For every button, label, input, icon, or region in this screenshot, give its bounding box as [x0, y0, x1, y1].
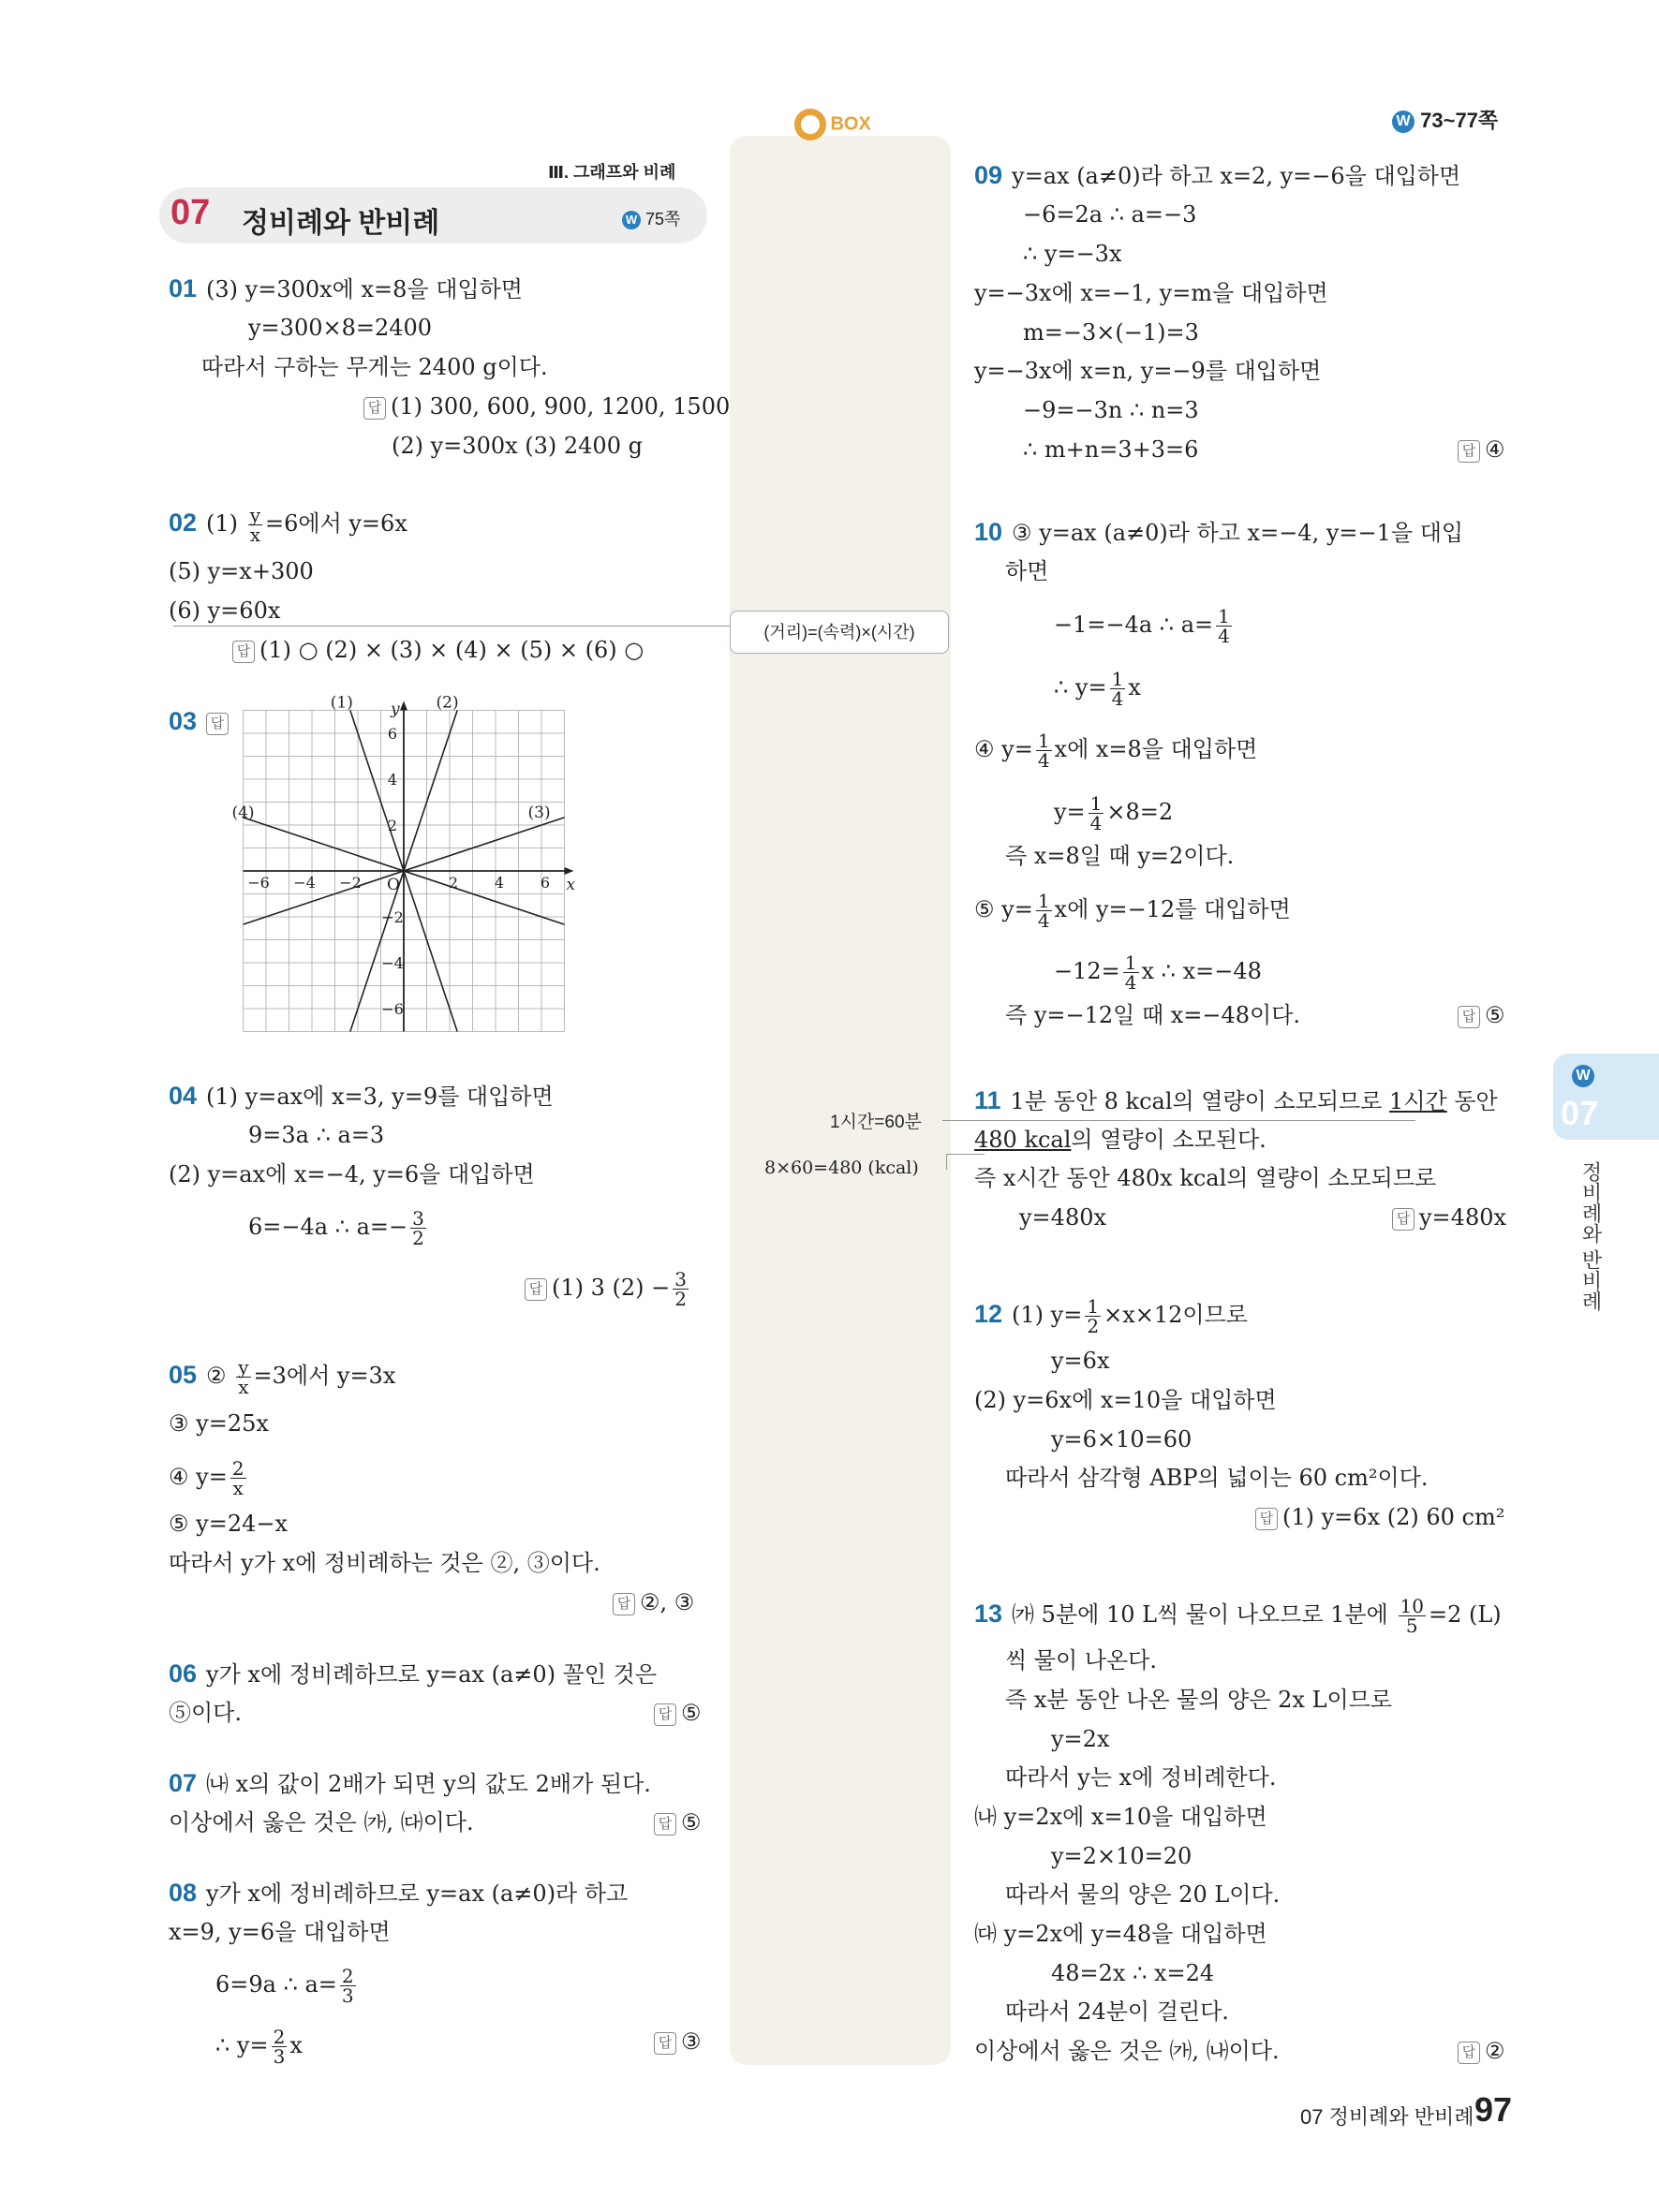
problem-13-line: ㈏ y=2x에 x=10을 대입하면 [974, 1804, 1267, 1830]
problem-06-line: 06 y가 x에 정비례하므로 y=ax (a≠0) 꼴인 것은 [169, 1659, 658, 1688]
y-tick-label: −2 [381, 908, 404, 926]
answer: 답 ⑤ [654, 1699, 702, 1727]
answer-icon: 답 [1458, 440, 1480, 463]
problem-11-line: y=480x [1019, 1204, 1107, 1231]
side-tab-title: 정비례와 반비례 [1579, 1161, 1603, 1312]
problem-13-line: y=2x [1051, 1726, 1110, 1752]
answer: 답 (1) ○ (2) × (3) × (4) × (5) × (6) ○ [232, 636, 644, 664]
problem-11-line: 480 kcal의 열량이 소모된다. [974, 1127, 1266, 1153]
fraction: $\frac{2}{3}$ [341, 1965, 354, 2007]
problem-10-line: 즉 x=8일 때 y=2이다. [1005, 843, 1235, 869]
answer-icon: 답 [1392, 1208, 1415, 1231]
fraction: $\frac{2}{3}$ [273, 2026, 286, 2068]
problem-05-line: ③ y=25x [169, 1410, 269, 1437]
problem-13-line: 즉 x분 동안 나온 물의 양은 2x L이므로 [1005, 1687, 1393, 1713]
fraction: $\frac{1}{4}$ [1124, 951, 1137, 994]
fraction: $\frac{1}{4}$ [1037, 890, 1050, 932]
answer-icon: 답 [654, 2032, 676, 2055]
answer: 답 (1) y=6x (2) 60 cm² [1255, 1503, 1504, 1531]
fraction: $\frac{2}{x}$ [231, 1457, 244, 1499]
problem-09-line: 09 y=ax (a≠0)라 하고 x=2, y=−6을 대입하면 [974, 161, 1461, 189]
problem-12-line: y=6×10=60 [1051, 1426, 1192, 1453]
problem-12-line: (2) y=6x에 x=10을 대입하면 [974, 1387, 1277, 1413]
answer-icon: 답 [654, 1813, 676, 1836]
answer-icon: 답 [613, 1593, 635, 1615]
series-label: (3) [527, 804, 551, 823]
problem-09-line: m=−3×(−1)=3 [1023, 319, 1199, 346]
answer-icon: 답 [1458, 1006, 1480, 1028]
problem-02-line: (5) y=x+300 [169, 558, 314, 584]
problem-09-line: −9=−3n ∴ n=3 [1023, 397, 1199, 423]
problem-13-line: 따라서 물의 양은 20 L이다. [1005, 1881, 1281, 1908]
problem-08-line: 08 y가 x에 정비례하므로 y=ax (a≠0)라 하고 [169, 1879, 629, 1907]
problem-02-line: 02 (1) $\frac{y}{x}$ =6에서 y=6x [169, 504, 407, 546]
side-tab-badge [1572, 1065, 1594, 1087]
problem-13-line: 따라서 y는 x에 정비례한다. [1005, 1764, 1277, 1791]
problem-08-line: ∴ y= $\frac{2}{3}$ x [215, 2026, 303, 2068]
x-tick-label: 4 [494, 874, 505, 892]
answer: 답 (1) 300, 600, 900, 1200, 1500 [363, 392, 730, 420]
answer: 답 ⑤ [654, 1808, 702, 1836]
answer: 답 ③ [654, 2028, 702, 2056]
problem-10-line: ⑤ y= $\frac{1}{4}$ x에 y=−12를 대입하면 [974, 890, 1291, 932]
w-badge-icon: W [1572, 1065, 1594, 1087]
answer-icon: 답 [525, 1278, 547, 1301]
problem-01-line: 따라서 구하는 무게는 2400 g이다. [201, 354, 548, 380]
fraction: $\frac{1}{4}$ [1089, 792, 1103, 834]
y-tick-label: 4 [387, 771, 398, 789]
problem-number: 13 [974, 1600, 1003, 1628]
origin-label: O [387, 876, 400, 894]
answer-icon: 답 [363, 397, 386, 420]
fraction: $\frac{3}{2}$ [674, 1268, 687, 1310]
x-tick-label: 6 [540, 874, 551, 892]
problem-04-line: 04 (1) y=ax에 x=3, y=9를 대입하면 [169, 1082, 554, 1110]
problem-12-line: 따라서 삼각형 ABP의 넓이는 60 cm²이다. [1005, 1465, 1429, 1491]
problem-04-line: (2) y=ax에 x=−4, y=6을 대입하면 [169, 1161, 535, 1187]
answer-icon: 답 [206, 713, 229, 735]
y-tick-label: 2 [387, 817, 398, 834]
problem-09-line: −6=2a ∴ a=−3 [1023, 201, 1197, 228]
answer: 답 ⑤ [1458, 1001, 1505, 1029]
problem-10-line: ∴ y= $\frac{1}{4}$ x [1054, 668, 1141, 710]
y-tick-label: −4 [381, 954, 404, 972]
section-number: 07 [170, 193, 211, 232]
fraction: $\frac{1}{4}$ [1037, 730, 1050, 772]
problem-number: 01 [169, 274, 198, 302]
problem-12-line: y=6x [1051, 1348, 1110, 1374]
problem-09-line: ∴ y=−3x [1023, 241, 1122, 267]
problem-number: 10 [974, 518, 1003, 546]
problem-number: 07 [169, 1769, 198, 1797]
fraction: $\frac{10}{5}$ [1400, 1595, 1424, 1637]
answer: (2) y=300x (3) 2400 g [392, 433, 643, 459]
problem-09-line: ∴ m+n=3+3=6 [1023, 436, 1199, 463]
chapter-label: Ⅲ. 그래프와 비례 [548, 163, 676, 182]
problem-07-line: 07 ㈏ x의 값이 2배가 되면 y의 값도 2배가 된다. [169, 1769, 651, 1797]
note-kcal: 8×60=480 (kcal) [764, 1158, 919, 1178]
fraction: $\frac{3}{2}$ [412, 1207, 424, 1249]
problem-10-line: 즉 y=−12일 때 x=−48이다. [1005, 1002, 1301, 1028]
y-tick-label: −6 [381, 1000, 404, 1018]
x-tick-label: −2 [339, 874, 362, 892]
fraction: $\frac{y}{x}$ [249, 504, 260, 546]
answer: 답 y=480x [1392, 1203, 1506, 1231]
answer-icon: 답 [654, 1703, 676, 1726]
qbox-q-icon [794, 109, 826, 140]
qbox-column [730, 136, 951, 2065]
fraction: $\frac{1}{4}$ [1218, 605, 1230, 647]
w-badge-icon: W [622, 211, 641, 229]
x-tick-label: 2 [448, 874, 459, 892]
problem-10-line: y= $\frac{1}{4}$ ×8=2 [1054, 792, 1174, 834]
note-hour: 1시간=60분 [830, 1113, 922, 1132]
fraction: $\frac{y}{x}$ [238, 1356, 249, 1398]
problem-08-line: x=9, y=6을 대입하면 [169, 1919, 391, 1945]
problem-08-line: 6=9a ∴ a= $\frac{2}{3}$ [215, 1965, 354, 2007]
problem-06-line: ⑤이다. [169, 1700, 242, 1726]
page-title: 정비례와 반비례 [242, 208, 440, 239]
answer-icon: 답 [1255, 1508, 1278, 1530]
header-page-ref: W 73~77쪽 [1392, 105, 1498, 134]
problem-13-line: 13 ㈎ 5분에 10 L씩 물이 나오므로 1분에 $\frac{10}{5}$ =2 (L) [974, 1595, 1502, 1637]
x-tick-label: −4 [293, 874, 316, 892]
answer: 답 ④ [1458, 435, 1505, 464]
problem-number: 08 [169, 1879, 198, 1907]
problem-12-line: 12 (1) y= $\frac{1}{2}$ ×x×12이므로 [974, 1295, 1248, 1337]
answer-icon: 답 [232, 641, 255, 663]
problem-09-line: y=−3x에 x=−1, y=m을 대입하면 [974, 280, 1328, 306]
problem-13-line: 48=2x ∴ x=24 [1051, 1960, 1215, 1986]
problem-number: 02 [169, 509, 198, 537]
problem-10-line: ④ y= $\frac{1}{4}$ x에 x=8을 대입하면 [974, 730, 1258, 772]
problem-03-line [169, 707, 233, 736]
y-axis-label: y [391, 700, 400, 719]
page-number: 97 [1474, 2090, 1513, 2129]
side-tab-number: 07 [1561, 1094, 1599, 1132]
problem-01-line: y=300×8=2400 [248, 315, 433, 341]
x-axis-arrow-icon [565, 867, 574, 875]
problem-02-line: (6) y=60x [169, 597, 281, 624]
section-page-ref: W 75쪽 [622, 206, 680, 230]
series-label: (4) [231, 804, 255, 823]
coordinate-graph [231, 693, 576, 1034]
x-tick-label: −6 [247, 874, 270, 892]
problem-13-line: ㈐ y=2x에 y=48을 대입하면 [974, 1921, 1267, 1947]
problem-number: 06 [169, 1659, 198, 1688]
fraction: $\frac{1}{4}$ [1111, 668, 1124, 710]
fraction: $\frac{1}{2}$ [1087, 1295, 1100, 1337]
answer-icon: 답 [1458, 2042, 1480, 2064]
problem-01-line: 01 (3) y=300x에 x=8을 대입하면 [169, 274, 523, 302]
problem-number: 03 [169, 707, 198, 735]
problem-number: 11 [974, 1086, 1001, 1114]
problem-05-line: ④ y= $\frac{2}{x}$ [169, 1457, 244, 1499]
problem-09-line: y=−3x에 x=n, y=−9를 대입하면 [974, 358, 1322, 384]
y-axis-arrow-icon [400, 701, 407, 711]
answer: 답 ②, ③ [613, 1588, 694, 1616]
problem-11-line: 즉 x시간 동안 480x kcal의 열량이 소모되므로 [974, 1165, 1437, 1191]
problem-04-line: 6=−4a ∴ a=− $\frac{3}{2}$ [248, 1207, 424, 1249]
x-axis-label: x [566, 876, 576, 894]
note-connector [942, 1120, 1415, 1121]
problem-11-line: 11 1분 동안 8 kcal의 열량이 소모되므로 1시간 동안 [974, 1086, 1498, 1114]
problem-10-line: −12= $\frac{1}{4}$ x ∴ x=−48 [1054, 951, 1262, 994]
problem-13-line: 이상에서 옳은 것은 ㈎, ㈏이다. [974, 2038, 1280, 2064]
answer: 답 ② [1458, 2037, 1505, 2065]
problem-04-line: 9=3a ∴ a=3 [248, 1122, 385, 1148]
series-label: (2) [436, 693, 459, 713]
note-distance: (거리)=(속력)×(시간) [730, 611, 949, 654]
problem-number: 12 [974, 1300, 1003, 1328]
answer: 답 (1) 3 (2) − $\frac{3}{2}$ [525, 1270, 691, 1308]
problem-05-line: ⑤ y=24−x [169, 1511, 288, 1537]
problem-13-line: 따라서 24분이 걸린다. [1005, 1998, 1229, 2025]
note-connector [173, 626, 731, 627]
problem-number: 04 [169, 1082, 198, 1110]
problem-10-line: −1=−4a ∴ a= $\frac{1}{4}$ [1054, 605, 1230, 647]
problem-05-line: 05 ② $\frac{y}{x}$ =3에서 y=3x [169, 1356, 396, 1398]
w-badge-icon: W [1392, 111, 1415, 133]
qbox-logo: BOX [794, 109, 897, 155]
problem-13-line: y=2×10=20 [1051, 1843, 1192, 1869]
footer-title: 07 정비례와 반비례 [1300, 2105, 1474, 2129]
problem-10-line: 하면 [1005, 558, 1049, 584]
problem-13-line: 씩 물이 나온다. [1005, 1647, 1157, 1674]
problem-05-line: 따라서 y가 x에 정비례하는 것은 ②, ③이다. [169, 1550, 600, 1576]
problem-10-line: 10 ③ y=ax (a≠0)라 하고 x=−4, y=−1을 대입 [974, 518, 1464, 546]
problem-number: 09 [974, 161, 1003, 189]
problem-number: 05 [169, 1361, 198, 1389]
series-label: (1) [330, 693, 353, 713]
y-tick-label: 6 [387, 725, 398, 743]
problem-07-line: 이상에서 옳은 것은 ㈎, ㈐이다. [169, 1809, 474, 1836]
